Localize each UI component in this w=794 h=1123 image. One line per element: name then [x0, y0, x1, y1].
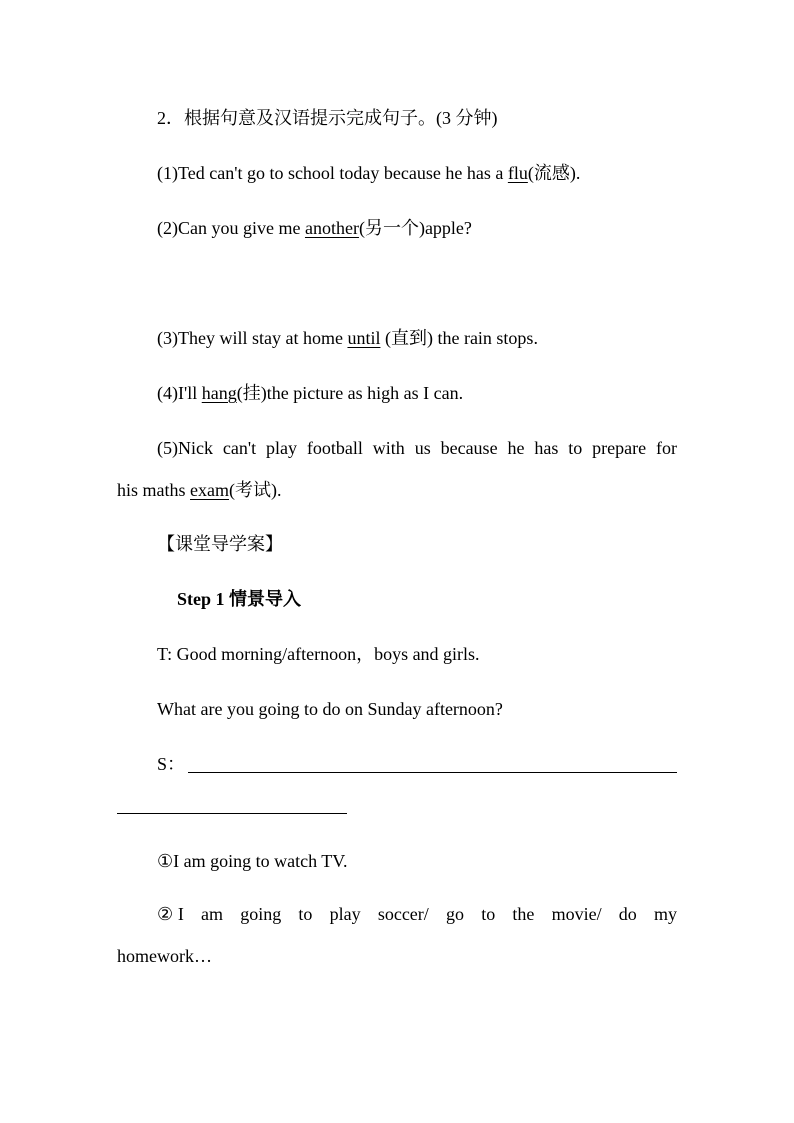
guide-title: 【课堂导学案】: [157, 534, 283, 554]
sentence-2: [157, 216, 472, 240]
sentence-4: [157, 381, 463, 405]
sentence-1-answer: flu: [507, 163, 528, 183]
sample-answer-2: ②I am going to play soccer/ go to the movie/ do my homework…: [117, 904, 677, 966]
sentence-3-prefix: (3)They will stay at home: [157, 328, 348, 348]
sentence-1: [157, 161, 580, 185]
exercise-heading: 2．根据句意及汉语提示完成句子。(3 分钟): [157, 108, 498, 128]
sentence-3-answer: until: [347, 328, 381, 348]
answer-blank-line-1[interactable]: [188, 772, 677, 773]
sentence-5-answer: exam: [190, 480, 229, 500]
step-title: Step 1 情景导入: [177, 589, 302, 609]
sentence-5-line-2: [117, 478, 282, 502]
sentence-5-prefix: his maths: [117, 480, 191, 500]
answer-blank-line-2[interactable]: [117, 813, 347, 814]
sentence-1-suffix: (流感).: [527, 163, 581, 183]
student-label: S：: [157, 754, 186, 774]
sentence-1-prefix: (1)Ted can't go to school today because he has a: [157, 163, 508, 183]
sentence-3-suffix: (直到) the rain stops.: [380, 328, 538, 348]
sentence-4-prefix: (4)I'll: [157, 383, 202, 403]
sample-answer-1: ①I am going to watch TV.: [157, 851, 348, 871]
sentence-2-suffix: (另一个)apple?: [358, 218, 472, 238]
sentence-4-answer: hang: [201, 383, 237, 403]
sentence-2-prefix: (2)Can you give me: [157, 218, 305, 238]
sentence-3: [157, 326, 538, 350]
sentence-5-suffix: (考试).: [229, 480, 282, 500]
teacher-question: What are you going to do on Sunday afternoon?: [157, 699, 503, 719]
sentence-5-line-1: (5)Nick can't play football with us because he has to prepare for: [157, 438, 677, 458]
sentence-2-answer: another: [304, 218, 359, 238]
sentence-4-suffix: (挂)the picture as high as I can.: [236, 383, 464, 403]
teacher-line: T: Good morning/afternoon，boys and girls.: [157, 644, 480, 664]
